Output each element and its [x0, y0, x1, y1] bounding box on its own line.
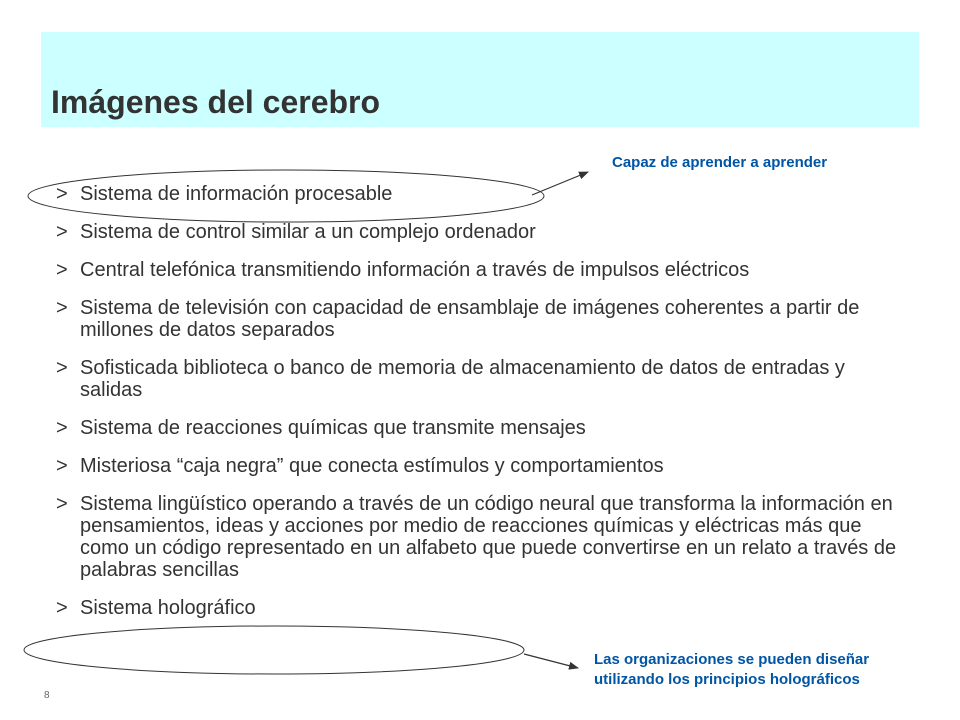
bullet-text: Sistema holográfico [80, 597, 256, 619]
bullet-item [56, 183, 906, 205]
bullet-marker: > [56, 297, 68, 319]
bullet-item [56, 597, 906, 619]
bullet-text: Sistema de información procesable [80, 183, 393, 205]
callout-arrow-bottom [524, 654, 578, 668]
bullet-marker: > [56, 455, 68, 477]
bullet-marker: > [56, 357, 68, 379]
bullet-text: Sistema de control similar a un complejo ordenador [80, 221, 536, 243]
bullet-marker: > [56, 493, 68, 515]
bullet-item [56, 455, 906, 477]
bullet-text: Sistema de televisión con capacidad de ensamblaje de imágenes coherentes a partir de millones de datos separados [80, 297, 860, 341]
bullet-marker: > [56, 221, 68, 243]
bullet-text: Sistema lingüístico operando a través de un código neural que transforma la información en pensamientos, ideas y acciones por medio de reacciones químicas y eléctricas más que como un código representado en un alfabeto que puede convertirse en un relato a través de palabras sencillas [80, 493, 897, 581]
bullet-marker: > [56, 259, 68, 281]
bullet-text: Sofisticada biblioteca o banco de memoria de almacenamiento de datos de entradas y salidas [80, 357, 845, 401]
bullet-text: Central telefónica transmitiendo información a través de impulsos eléctricos [80, 259, 750, 281]
bullet-marker: > [56, 183, 68, 205]
bullet-list [56, 183, 906, 635]
bullet-text: Misteriosa “caja negra” que conecta estímulos y comportamientos [80, 455, 664, 477]
bullet-item [56, 417, 906, 439]
bullet-item [56, 259, 906, 281]
bullet-marker: > [56, 417, 68, 439]
annotation-top: Capaz de aprender a aprender [612, 154, 828, 171]
slide-title: Imágenes del cerebro [51, 84, 381, 120]
bullet-marker: > [56, 597, 68, 619]
bullet-item [56, 221, 906, 243]
page-number: 8 [44, 690, 50, 701]
bullet-item [56, 297, 906, 341]
bullet-text: Sistema de reacciones químicas que transmite mensajes [80, 417, 586, 439]
bullet-item [56, 357, 906, 401]
annotation-bottom: Las organizaciones se pueden diseñar utilizando los principios holográficos [594, 651, 870, 688]
bullet-item [56, 493, 906, 581]
